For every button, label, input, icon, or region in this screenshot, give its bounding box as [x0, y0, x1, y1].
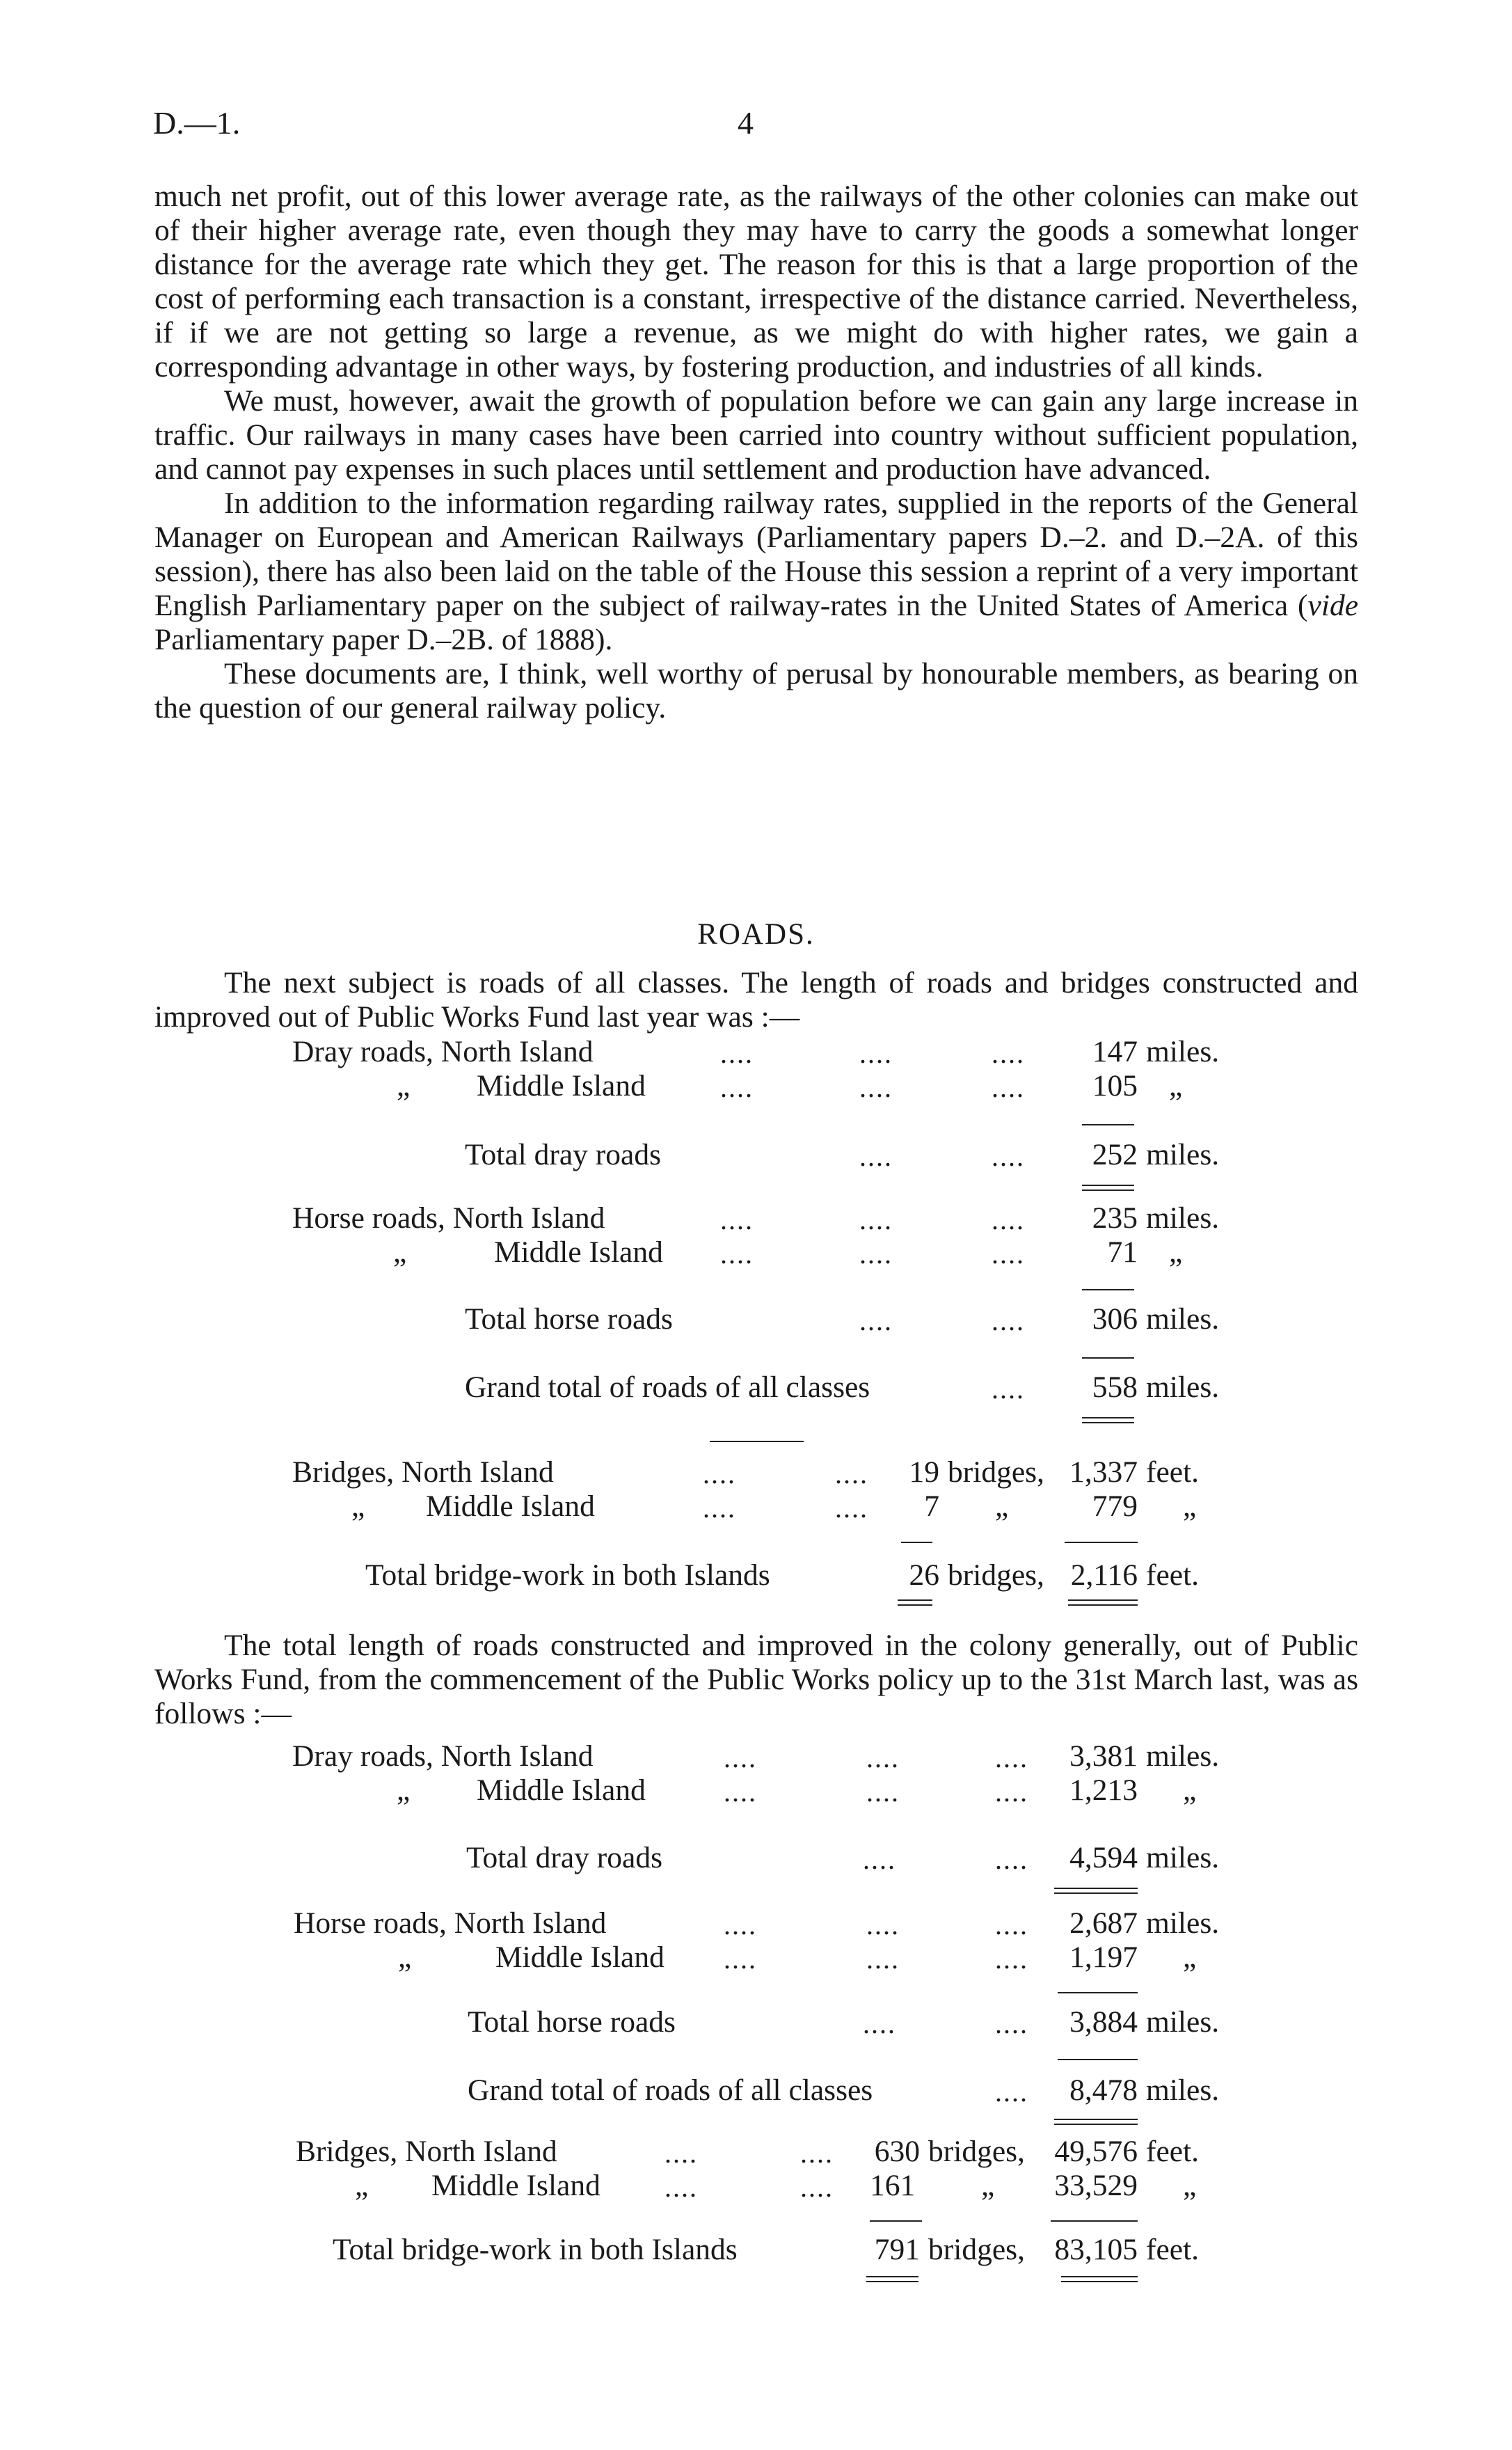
ly-bridges-middle-count: 7 [924, 1489, 939, 1523]
ditto-mark: „ [398, 1941, 412, 1974]
dots: .... [800, 2172, 834, 2203]
cu-bridges-total-feet: 83,105 [1054, 2233, 1138, 2266]
cu-dray-middle-value: 1,213 [1069, 1773, 1138, 1807]
dots: .... [866, 1909, 900, 1941]
dots: .... [992, 1373, 1025, 1405]
ly-dray-middle-value: 105 [1092, 1069, 1138, 1102]
ly-horse-middle-value: 71 [1107, 1235, 1138, 1269]
ly-bridges-total-count: 26 [909, 1558, 939, 1592]
cu-bridges-north-feet: 49,576 [1054, 2135, 1138, 2168]
sum-rule [1082, 1124, 1134, 1125]
cu-grand-total-label: Grand total of roads of all classes [468, 2073, 873, 2107]
sum-rule [870, 2220, 922, 2222]
cu-horse-total-label: Total horse roads [468, 2005, 676, 2039]
cu-bridges-middle-feet-unit: „ [1183, 2169, 1197, 2202]
sum-rule [1051, 2220, 1138, 2222]
cu-horse-north-label: Horse roads, North Island [294, 1906, 607, 1940]
dots: .... [703, 1492, 736, 1524]
sum-rule [1058, 2059, 1138, 2060]
double-rule [1061, 2276, 1138, 2282]
ly-horse-total-value: 306 [1092, 1302, 1138, 1336]
sum-rule [1058, 1992, 1138, 1993]
document-reference: D.—1. [153, 105, 241, 141]
cu-dray-total-label: Total dray roads [466, 1841, 663, 1874]
dots: .... [992, 1072, 1025, 1103]
ly-dray-middle-label: Middle Island [477, 1069, 646, 1102]
dots: .... [720, 1238, 754, 1270]
ly-bridges-north-count: 19 [909, 1455, 939, 1489]
ly-bridges-middle-count-unit: „ [995, 1489, 1009, 1523]
cu-bridges-north-count-unit: bridges, [928, 2135, 1025, 2168]
cu-bridges-total-label: Total bridge-work in both Islands [333, 2233, 738, 2266]
dots: .... [724, 1943, 757, 1975]
ly-grand-total-label: Grand total of roads of all classes [465, 1370, 870, 1404]
cu-bridges-total-feet-unit: feet. [1146, 2233, 1200, 2266]
ly-bridges-middle-feet-unit: „ [1183, 1489, 1197, 1523]
dots: .... [995, 1776, 1028, 1808]
cu-bridges-middle-feet: 33,529 [1054, 2169, 1138, 2202]
dots: .... [724, 1776, 757, 1808]
dots: .... [835, 1492, 868, 1524]
cu-dray-middle-label: Middle Island [477, 1773, 646, 1807]
double-rule [1054, 1888, 1138, 1894]
ly-dray-middle-unit: „ [1169, 1069, 1183, 1102]
ditto-mark: „ [351, 1489, 365, 1523]
dots: .... [859, 1038, 893, 1069]
dots: .... [992, 1141, 1025, 1172]
dots: .... [720, 1204, 754, 1235]
dots: .... [995, 1844, 1028, 1875]
roads-heading: ROADS. [697, 918, 815, 951]
dots: .... [995, 1943, 1028, 1975]
ly-horse-total-label: Total horse roads [465, 1302, 673, 1336]
dots: .... [724, 1742, 757, 1773]
dots: .... [665, 2137, 698, 2169]
paragraph-3-tail: Parliamentary paper D.–2B. of 1888). [154, 623, 613, 656]
ly-bridges-total-count-unit: bridges, [948, 1558, 1044, 1592]
cumulative-intro: The total length of roads constructed and improved in the colony generally, out of Public Works Fund, from the commencement of the Public Works policy up to the 31st March last, was as follows :— [154, 1629, 1358, 1730]
dots: .... [859, 1072, 893, 1103]
dots: .... [992, 1305, 1025, 1336]
ly-bridges-north-label: Bridges, North Island [292, 1455, 554, 1489]
dots: .... [724, 1909, 757, 1941]
sum-rule [1082, 1357, 1134, 1359]
cu-bridges-middle-label: Middle Island [431, 2169, 600, 2202]
dots: .... [992, 1204, 1025, 1235]
ly-dray-north-label: Dray roads, North Island [292, 1035, 594, 1068]
ly-horse-middle-label: Middle Island [494, 1235, 663, 1269]
cu-horse-total-unit: miles. [1146, 2005, 1220, 2039]
ditto-mark: „ [355, 2169, 369, 2202]
paragraph-3-text: In addition to the information regarding railway rates, supplied in the reports of the General Manager on European and American Railways (Parliamentary papers D.–2. and D.–2A. of this session), there has also been laid on the table of the House this session a reprint of a very important English Parliamentary paper on the subject of railway-rates in the United States of America [154, 487, 1358, 622]
cu-bridges-middle-count: 161 [870, 2169, 916, 2202]
paragraph-4: These documents are, I think, well worthy of perusal by honourable members, as bearing on the question of our general railway policy. [154, 657, 1358, 725]
sum-rule [1065, 1542, 1138, 1543]
ly-bridges-north-count-unit: bridges, [948, 1455, 1044, 1489]
cu-horse-total-value: 3,884 [1069, 2005, 1138, 2039]
cu-bridges-north-feet-unit: feet. [1146, 2135, 1200, 2168]
dots: .... [859, 1305, 893, 1336]
cu-dray-north-unit: miles. [1146, 1739, 1220, 1773]
cu-dray-middle-unit: „ [1183, 1773, 1197, 1807]
ly-bridges-north-feet: 1,337 [1069, 1455, 1138, 1489]
paragraph-2: We must, however, await the growth of population before we can gain any large increase in traffic. Our railways in many cases have been carried into country without sufficient population, and cannot pay expenses in such places until settlement and production have advanced. [154, 384, 1358, 486]
dots: .... [863, 2008, 896, 2039]
dots: .... [800, 2137, 834, 2169]
dots: .... [992, 1238, 1025, 1270]
cu-horse-middle-unit: „ [1183, 1941, 1197, 1974]
ditto-mark: „ [397, 1773, 411, 1807]
dots: .... [995, 1909, 1028, 1941]
cu-grand-total-value: 8,478 [1069, 2073, 1138, 2107]
ly-bridges-north-feet-unit: feet. [1146, 1455, 1200, 1489]
ly-bridges-middle-feet: 779 [1092, 1489, 1138, 1523]
ly-grand-total-unit: miles. [1146, 1370, 1220, 1404]
dots: .... [995, 1742, 1028, 1773]
cu-bridges-middle-count-unit: „ [981, 2169, 995, 2202]
dots: .... [995, 2008, 1028, 2039]
ly-horse-north-unit: miles. [1146, 1201, 1220, 1235]
cu-bridges-total-count: 791 [874, 2233, 920, 2266]
ly-dray-total-label: Total dray roads [465, 1138, 662, 1171]
paragraph-3: In addition to the information regarding railway rates, supplied in the reports of the General Manager on European and American Railways (Parliamentary papers D.–2. and D.–2A. of this session), there has also been laid on the table of the House this session a reprint of a very important English Parliamentary paper on the subject of railway-rates in the United States of America (vide Parliamentary paper D.–2B. of 1888). [154, 487, 1358, 656]
dots: .... [995, 2076, 1028, 2108]
cu-horse-middle-value: 1,197 [1069, 1941, 1138, 1974]
dots: .... [835, 1458, 868, 1489]
cu-dray-north-label: Dray roads, North Island [292, 1739, 594, 1773]
ly-bridges-total-feet: 2,116 [1070, 1558, 1138, 1592]
sum-rule [1082, 1289, 1134, 1290]
ly-dray-north-value: 147 [1092, 1035, 1138, 1068]
ly-dray-total-value: 252 [1092, 1138, 1138, 1171]
dots: .... [703, 1458, 736, 1489]
double-rule [1082, 1185, 1134, 1191]
ly-bridges-middle-label: Middle Island [426, 1489, 595, 1523]
ly-dray-north-unit: miles. [1146, 1035, 1220, 1068]
cu-horse-middle-label: Middle Island [495, 1941, 665, 1974]
dots: .... [665, 2172, 698, 2203]
cu-bridges-north-label: Bridges, North Island [296, 2135, 557, 2168]
section-divider [710, 1441, 804, 1442]
cu-dray-total-unit: miles. [1146, 1841, 1220, 1874]
dots: .... [866, 1943, 900, 1975]
cumulative-intro-block [154, 1629, 1358, 1731]
dots: .... [863, 1844, 896, 1875]
cu-grand-total-unit: miles. [1146, 2073, 1220, 2107]
dots: .... [866, 1776, 900, 1808]
roads-intro-block [154, 966, 1358, 1034]
dots: .... [866, 1742, 900, 1773]
ly-bridges-total-feet-unit: feet. [1146, 1558, 1200, 1592]
dots: .... [859, 1238, 893, 1270]
ly-grand-total-value: 558 [1092, 1370, 1138, 1404]
dots: .... [720, 1038, 754, 1069]
dots: .... [992, 1038, 1025, 1069]
double-rule [1082, 1417, 1134, 1423]
cu-bridges-north-count: 630 [874, 2135, 920, 2168]
ly-horse-north-value: 235 [1092, 1201, 1138, 1235]
dots: .... [720, 1072, 754, 1103]
page-number: 4 [738, 105, 754, 141]
sum-rule [901, 1542, 932, 1543]
ditto-mark: „ [393, 1235, 407, 1269]
ly-horse-middle-unit: „ [1169, 1235, 1183, 1269]
ditto-mark: „ [397, 1069, 411, 1102]
vide-italic: vide [1307, 589, 1358, 622]
body-text [154, 180, 1358, 725]
ly-horse-total-unit: miles. [1146, 1302, 1220, 1336]
ly-bridges-total-label: Total bridge-work in both Islands [365, 1558, 770, 1592]
cu-dray-total-value: 4,594 [1069, 1841, 1138, 1874]
dots: .... [859, 1141, 893, 1172]
double-rule [1054, 2119, 1138, 2125]
double-rule [1068, 1599, 1138, 1606]
paragraph-1: much net profit, out of this lower average rate, as the railways of the other colonies can make out of their higher average rate, even though they may have to carry the goods a somewhat longer distance for the average rate which they get. The reason for this is that a large proportion of the cost of performing each transaction is a constant, irrespective of the distance carried. Nevertheless, if if we are not getting so large a revenue, as we might do with higher rates, we gain a corresponding advantage in other ways, by fostering production, and industries of all kinds. [154, 180, 1358, 384]
cu-horse-north-value: 2,687 [1069, 1906, 1138, 1940]
cu-bridges-total-count-unit: bridges, [928, 2233, 1025, 2266]
double-rule [866, 2276, 918, 2282]
cu-horse-north-unit: miles. [1146, 1906, 1220, 1940]
roads-intro: The next subject is roads of all classes. The length of roads and bridges constructed and improved out of Public Works Fund last year was :— [154, 966, 1358, 1034]
dots: .... [859, 1204, 893, 1235]
ly-horse-north-label: Horse roads, North Island [292, 1201, 605, 1235]
cu-dray-north-value: 3,381 [1069, 1739, 1138, 1773]
ly-dray-total-unit: miles. [1146, 1138, 1220, 1171]
double-rule [898, 1599, 932, 1606]
